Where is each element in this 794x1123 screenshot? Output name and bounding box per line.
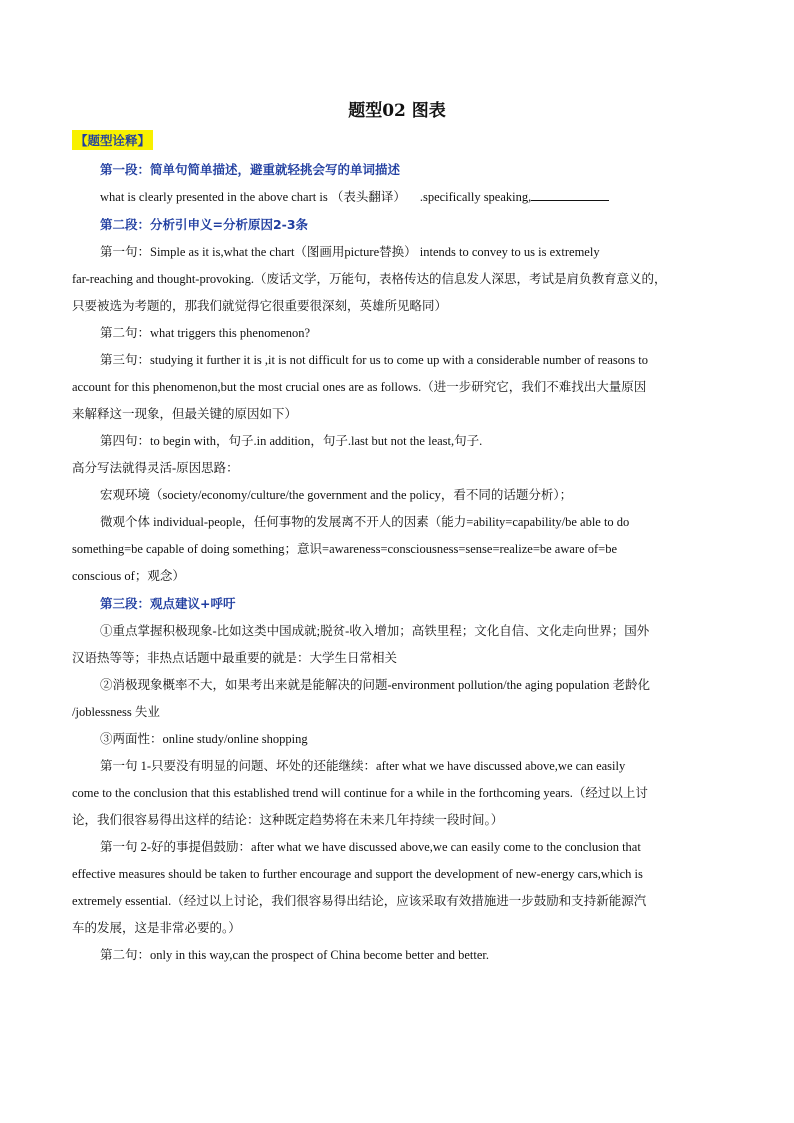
text-line: conscious of；观念） [72,569,185,583]
text-line: effective measures should be taken to further encourage and support the development of new-energy cars,which is [72,867,643,881]
text-line: 第二句：what triggers this phenomenon? [100,326,311,340]
text-line: 第一句：Simple as it is,what the chart（图画用picture替换） intends to convey to us is extremely [100,245,600,259]
text-line: something=be capable of doing something；意识=awareness=consciousness=sense=realize=be aware of=be [72,542,618,556]
text-line: 论，我们很容易得出这样的结论：这种既定趋势将在未来几年持续一段时间。） [72,813,504,827]
paragraph-1-template: what is clearly presented in the above chart is （表头翻译） .specifically speaking, [72,184,722,211]
text-line: ③两面性：online study/online shopping [100,732,308,746]
text-line: 第四句：to begin with，句子.in addition，句子.last but not the least,句子. [100,434,483,448]
text-line: 汉语热等等；非热点话题中最重要的就是：大学生日常相关 [72,651,398,665]
text-line: 第三句：studying it further it is ,it is not difficult for us to come up with a considerable number of reasons to [100,353,648,367]
page-title: 题型02 图表 [348,101,446,121]
paragraph-1-heading: 第一段：简单句简单描述，避重就轻挑会写的单词描述 [100,162,401,177]
text-line: 车的发展，这是非常必要的。） [72,921,241,935]
text-line: extremely essential.（经过以上讨论，我们很容易得出结论，应该采取有效措施进一步鼓励和支持新能源汽 [72,894,647,908]
fill-blank-line [531,190,609,201]
text-line: 微观个体 individual-people，任何事物的发展离不开人的因素（能力=ability=capability/be able to do [100,515,630,529]
document-page [72,96,722,969]
text-line: ①重点掌握积极现象-比如这类中国成就;脱贫-收入增加；高铁里程；文化自信、文化走向世界；国外 [100,624,650,638]
section-tag: 【题型诠释】 [72,130,153,150]
text-line: 高分写法就得灵活-原因思路： [72,461,239,475]
text-line: ②消极现象概率不大，如果考出来就是能解决的问题-environment pollution/the aging population 老龄化 [100,678,650,692]
text-line: 来解释这一现象，但最关键的原因如下） [72,407,298,421]
paragraph-3-heading: 第三段：观点建议+呼吁 [100,596,236,611]
text-line: /joblessness 失业 [72,705,160,719]
text-line: 第二句：only in this way,can the prospect of China become better and better. [100,948,490,962]
paragraph-2-heading: 第二段：分析引申义=分析原因2-3条 [100,217,309,232]
text-line: account for this phenomenon,but the most crucial ones are as follows.（进一步研究它，我们不难找出大量原因 [72,380,647,394]
text-line: come to the conclusion that this established trend will continue for a while in the forthcoming years.（经过以上讨 [72,786,648,800]
text-line: 宏观环境（society/economy/culture/the government and the policy，看不同的话题分析）； [100,488,573,502]
text-line: far-reaching and thought-provoking.（废话文学，万能句，表格传达的信息发人深思，考试是肩负教育意义的， [72,272,667,286]
text-line: 第一句 1-只要没有明显的问题、坏处的还能继续：after what we have discussed above,we can easily [100,759,626,773]
text-line: 第一句 2-好的事提倡鼓励：after what we have discussed above,we can easily come to the conclusion that [100,840,641,854]
text-line: 只要被选为考题的，那我们就觉得它很重要很深刻，英雄所见略同） [72,299,448,313]
